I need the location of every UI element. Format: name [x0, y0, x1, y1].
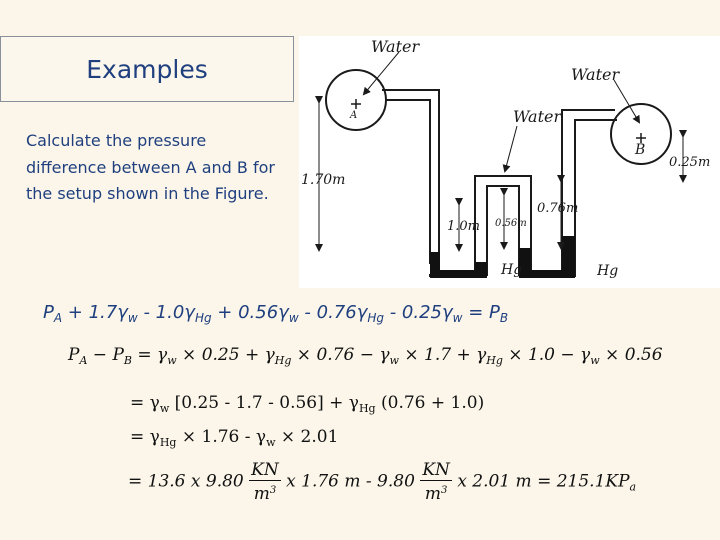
label-point-a: A — [350, 110, 358, 121]
derivation-line-3: = $\gamma_{Hg} \times 1.76 - \gamma_w \times 2.01$ — [130, 427, 339, 449]
derivation-line-4: = 13.6 x 9.80 $\frac{KN}{m^3}$ x 1.76 m - 9.80 $\frac{KN}{m^3}$ x 2.01 $m = 215.1KP_a$ — [128, 460, 637, 504]
label-dim-170: 1.70m — [301, 172, 346, 188]
label-water-right: Water — [571, 65, 620, 84]
label-dim-056: 0.56m — [495, 218, 527, 229]
derivation-line-1: $P_A - P_B = \gamma_w \times 0.25 + \gamma_{Hg} \times 0.76 - \gamma_w \times 1.7 + \gamma_{Hg} \times 1.0 - \gamma_w \times 0.56$ — [68, 345, 663, 367]
manometer-diagram — [299, 36, 720, 288]
manometer-figure — [299, 36, 720, 288]
problem-statement: Calculate the pressure difference between A and B for the setup shown in the Figure. — [26, 131, 275, 203]
label-hg-left: Hg — [501, 262, 523, 278]
title-box — [0, 36, 294, 102]
label-water-left: Water — [371, 37, 420, 56]
derivation-line-2: = $\gamma_w$ $[0.25 - 1.7 - 0.56] + \gamma_{Hg}$ (0.76 + 1.0) — [130, 393, 485, 415]
label-water-middle: Water — [513, 107, 562, 126]
label-dim-025: 0.25m — [669, 155, 711, 170]
label-dim-076: 0.76m — [537, 201, 579, 216]
unit-fraction-2: $\frac{KN}{m^3}$ — [422, 460, 450, 504]
label-dim-100: 1.0m — [447, 219, 481, 234]
slide-title: Examples — [86, 55, 208, 84]
pressure-balance-equation: $P_A + 1.7\gamma_w - 1.0\gamma_{Hg} + 0.56\gamma_w - 0.76\gamma_{Hg} - 0.25\gamma_w = P_B$ — [43, 302, 509, 325]
unit-fraction-1: $\frac{KN}{m^3}$ — [251, 460, 279, 504]
label-hg-right: Hg — [597, 263, 619, 279]
label-point-b: B — [635, 142, 646, 158]
tube-left — [382, 90, 439, 264]
